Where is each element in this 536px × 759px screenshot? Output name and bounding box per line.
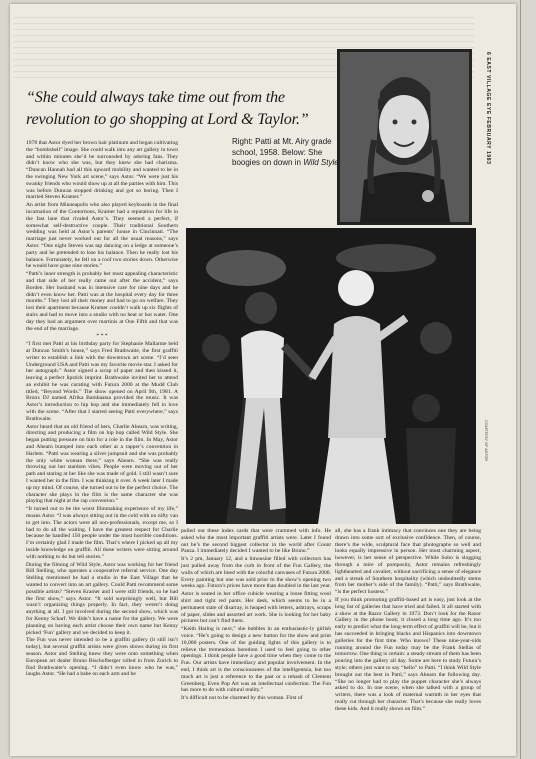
pull-quote-headline: “She could always take time out from the revolution to go shopping at Lord & Taylor.” <box>26 88 309 128</box>
article-paragraph: Astor is seated in her office cubicle wearing a loose fitting wool shirt and tight red pants. Her desk, which seems to be in a permanent state of disarray, is heaped with letters, ashtrays, scraps of paper, slides and assorted art work. She is looking for her baby pictures but can’t find them. <box>181 591 331 625</box>
article-paragraph: During the filming of Wild Style, Astor was working for her friend Bill Stelling, who operates a cooperative referral service. One day Stelling mentioned he had a studio in the East Village that he wanted to convert into an art gallery. Could Patti recommend some possible artists? “Steven Kramer and I were still friends, so he had the first show,” says Astor. “It sold surprisingly well, but Bill wasn’t organizing things properly. In fact, they weren’t doing anything at all. I got involved during the second show, which was for Kenny Scharf. We didn’t have a name for the gallery. We were planning on having each artist choose their own name but Kenny picked ‘Fun’ gallery and we decided to keep it. <box>26 561 178 636</box>
dance-photo <box>186 228 476 524</box>
article-paragraph: pulled out these index cards that were crammed with info. He asked who the most important graffiti artists were. Later I found out he’s the second biggest collector in the world after Count Panza. I immediately decided I wanted to be like Bruno.” <box>181 528 331 555</box>
page-folio: 6 EAST VILLAGE EYE FEBRUARY 1983 <box>485 52 491 165</box>
photo-credit: COURTESY OF ASTOR <box>484 420 488 462</box>
dance-scene-illustration <box>186 228 476 524</box>
article-paragraph: It’s difficult not to be charmed by this woman. First of <box>181 695 303 702</box>
article-paragraph: 1978 that Astor dyed her brown hair platinum and began cultivating the “bombshell” image. She could walk into any art gallery in town and within minutes she’d be surrounded by adoring fans. They didn’t know who she was, but they knew she had charisma. “Duncan Hannah had all this upward mobility and wanted to be in the swinging New York art scene,” says Astor. “We were just his swanky friends who would show up at all the parties with him. This was before Duncan stopped drinking and got so boring. Then I married Steven Kramer.” <box>26 140 178 201</box>
article-paragraph: “It turned out to be the worst filmmaking experience of my life,” moans Astor. “I was always sitting out in the cold with no nifty van to get into. The actors were all non-professionals, except me, so I had to do all the waiting. I have the greatest respect for Charlie because he handled 150 people under the most horrible conditions. I’m certainly glad I made the film. That’s where I picked up all my inside knowledge on graffiti. All these writers were sitting around with nothing to do but tell stories.” <box>26 506 178 560</box>
photo-caption <box>232 137 342 169</box>
article-paragraph: “Patti’s inner strength is probably her most appealing characteristic and that side of her really came out after the accident,” says Borden. Her husband was in intensive care for nine days and he didn’t even know her. Patti was at the hospital every day for three months.” They lost all their money and had to go on welfare. They lost their apartment because Kramer couldn’t walk up six flights of stairs and had to move into a studio with no heat or hot water. One day they had an argument over martinis at One Fifth and that was the end of the marriage. <box>26 271 178 332</box>
article-column-2 <box>181 528 331 742</box>
article-paragraph: It’s 2 pm, January 12, and a limousine filled with collectors has just pulled away from the curb in front of the Fun Gallery, the walls of which are lined with the colorful canvases of Futura 2000. Every painting but one was sold prior to the show’s opening two weeks ago. Futura’s prices have more than doubled in the last year. <box>181 556 331 590</box>
article-column-1 <box>26 140 178 740</box>
page-edge <box>520 0 521 759</box>
article-paragraph: “Keith Haring is next,” she bubbles in an enthusiastic-ly girlish voice. “He’s going to design a new button for the show and print 10,000 posters. One of the guiding lights of this gallery is to relieve the tremendous boredom I used to feel going to other openings. I think people have a good time when they come to the Fun. Our artists have immediacy and popular involvement. In the end, I think art is the consciousness of the intelligentsia, but too much art is just a reference to the past or a rehash of Clement Greenberg. Even Pop Art was an intellectual confection. The Fun has more to do with cultural reality.” <box>181 626 331 694</box>
article-paragraph: If you think promoting graffiti-based art is easy, just look at the long list of galleries that have tried and failed. It all started with a show at the Razor Gallery in 1973. Don’t look for the Razor Gallery in the phone book; it closed a long time ago. It’s too early to predict what the long-term effect of graffiti will be, but it has succeeded in bringing blacks and Hispanics into downtown galleries for the first time. Who knows? These nine-year-olds running around the Fun today may be the Frank Stellas of tomorrow. One thing is certain: a steady stream of them has been pouring into the gallery all day. Some are here to study Futura’s style; others just want to say “hello” to Patti. “I think Wild Style brought out the best in Patti,” says Ahearn the following day. “She no longer had to play the puppet character she’s always asked to do. In one scene, when she talked with a group of writers, there was a look of maternal warmth in her eyes that really cut through her character. That’s because she really loves these kids. And it really shows on film.” <box>335 596 481 712</box>
caption-film-title: Wild Style. <box>303 158 341 167</box>
article-paragraph: The Fun was never intended to be a graffiti gallery (it still isn’t today), but several graffiti artists were given shows during its first season. Astor and Stelling knew they were onto something when European art dealer Bruno Bischofberger rolled in from Zurich to find Brathwaite’s opening. “I didn’t even know who he was,” laughs Astor. “He had a babe on each arm and he <box>26 637 178 678</box>
girl-portrait-illustration <box>340 52 469 222</box>
article-paragraph: “I first met Patti at his birthday party for Stephanie Mallarme held at Duncan Smith’s house,” says Fred Brathwaite, the first graffiti writer to establish a link with the downtown art scene. “I’d seen Underground USA and Patti was my favorite movie star. I asked for her autograph.” Astor signed a scrap of paper and then kissed it, leaving a perfect lipstick imprint. Brathwaite invited her to attend an exhibit he was curating with Futura 2000 at the Mudd Club titled, “Beyond Words.” The show opened on April 9th, 1981. A Bronx DJ named Afrika Bambaataa provided the music. It was Astor’s introduction to hip hop and she immediately fell in love with the scene. “After that I started seeing Patti everywhere,” says Brathwaite. <box>26 341 178 422</box>
article-paragraph: Astor heard that an old friend of hers, Charlie Ahearn, was writing, directing and producing a film on hip hop called Wild Style. She began putting pressure on him for a role in the film. In May, Astor and Ahearn bumped into each other at a rapper’s convention in Harlem. “Patti was wearing a silver jumpsuit and she was probably the only white woman there,” says Ahearn. “She was really throwing out her stardom vibes. People were moving out of her path and staring at her like she was made of gold. I still wasn’t sure I wanted her in the film. I was thinking it over. A week later I made up my mind. Of course, she turned out to be the perfect choice. The character she plays in the film is the same character she was playing that night at the rap convention.” <box>26 423 178 505</box>
section-break: * * * <box>96 333 108 340</box>
article-column-3 <box>335 528 481 742</box>
article-paragraph: all, she has a frank intimacy that convinces one they are being drawn into some sort of exclusive confidence. Then, of course, there’s the wide, sculptural face that photographs so well and looks equally impressive in person. Her most charming aspect, however, is her sense of perspective. While Soho is slogging through a mire of pomposity, Astor remains refreshingly lighthearted and cavalier, without sacrificing a sense of elegance and a streak of Southern hospitality (which undoubtedly stems from her mother’s side of the family). “Patti,” says Brathwaite, “is the perfect hostess.” <box>335 528 481 596</box>
portrait-photo <box>337 49 472 225</box>
caption-text: Right: Patti at Mt. Airy grade school, 1958. Below: She boogies on down in <box>232 137 332 167</box>
article-paragraph: An artist from Minneapolis who also played keyboards in the final incarnation of the Contortions, Kramer had a reputation for life in the fast lane that rivaled Astor’s. They seemed a perfect, if somewhat self-destructive couple. Their traditional Southern wedding was held at Astor’s parents’ house in Cincinnati. “The marriage just never worked out for all the usual reasons,” says Astor. “One night Steven was tap dancing on a ledge at someone’s party and he pretended to lose his balance. Then he really lost his balance. Fortunately, he fell on a roof two stories down. Otherwise he would have gone nine stories.” <box>26 202 178 270</box>
